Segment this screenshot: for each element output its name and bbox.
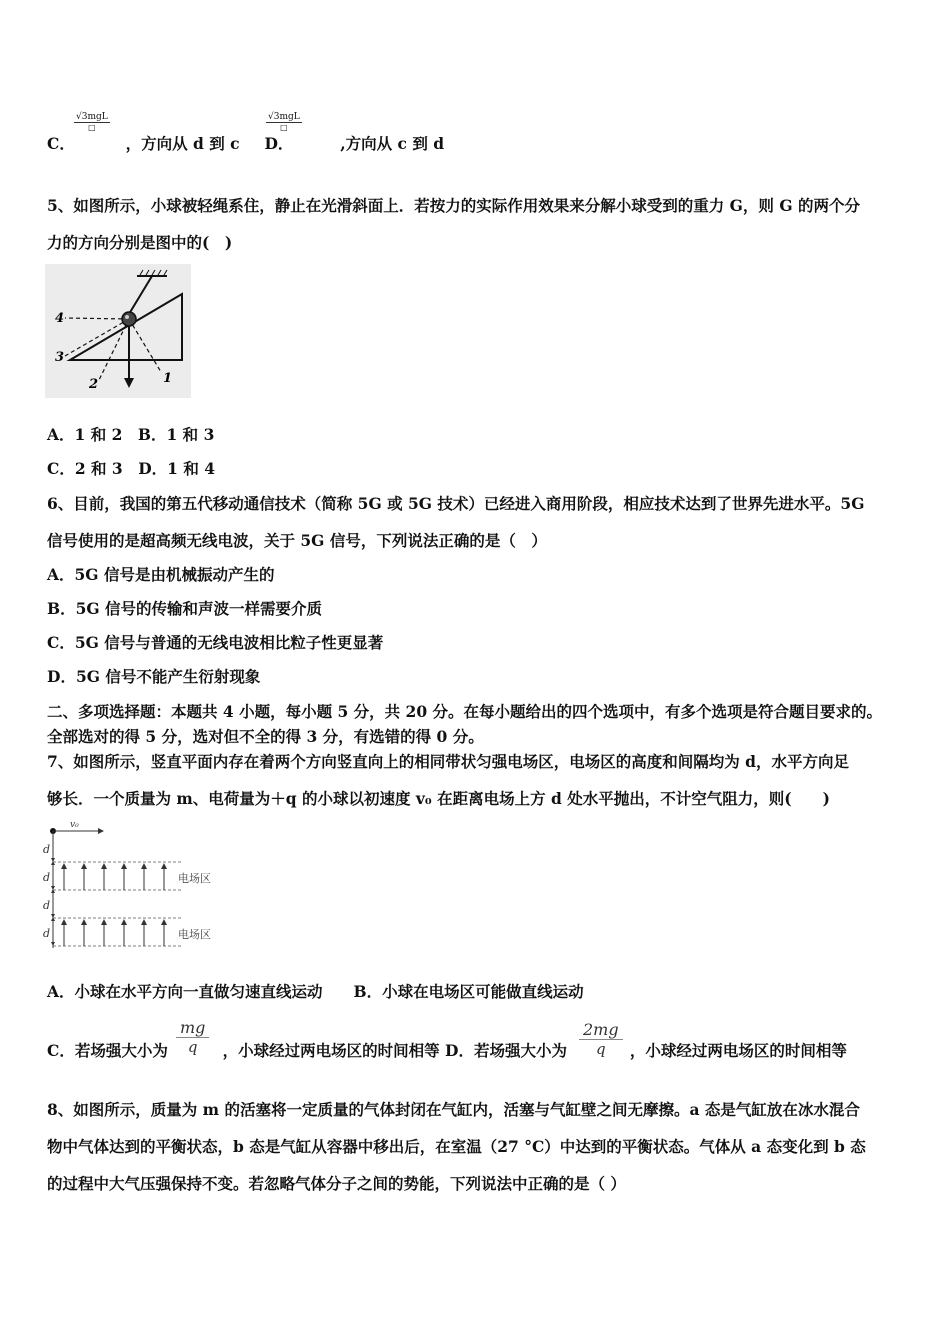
q5-figure-label-4: 4 bbox=[55, 311, 65, 326]
q6-stem-line2: 信号使用的是超高频无线电波，关于 5G 信号，下列说法正确的是（ ） bbox=[47, 531, 547, 550]
q6-option-d: D．5G 信号不能产生衍射现象 bbox=[47, 667, 261, 686]
q8-stem-line3: 的过程中大气压强保持不变。若忽略气体分子之间的势能，下列说法中正确的是（ ） bbox=[47, 1174, 626, 1193]
q4-option-d-fraction-numerator: √3mgL bbox=[268, 112, 300, 122]
q4-option-c-fraction bbox=[74, 112, 110, 132]
q7-d-label-2: d bbox=[43, 871, 51, 884]
q7-option-d-fraction-denominator: q bbox=[595, 1040, 606, 1058]
q8-stem-line2: 物中气体达到的平衡状态，b 态是气缸从容器中移出后，在室温（27 °C）中达到的平衡状态。气体从 a 态变化到 b 态 bbox=[47, 1137, 866, 1156]
q5-figure-label-1: 1 bbox=[163, 371, 173, 386]
q4-option-c-text: ，方向从 d 到 c bbox=[125, 134, 240, 153]
q4-option-c-fraction-denominator: □ bbox=[88, 123, 96, 132]
q7-stem-line1: 7、如图所示，竖直平面内存在着两个方向竖直向上的相同带状匀强电场区，电场区的高度和间隔均为 d，水平方向足 bbox=[47, 752, 850, 771]
section2-heading-line2: 全部选对的得 5 分，选对但不全的得 3 分，有选错的得 0 分。 bbox=[47, 727, 484, 746]
q6-option-a: A．5G 信号是由机械振动产生的 bbox=[47, 565, 275, 584]
q7-option-cd bbox=[47, 1041, 847, 1061]
q7-option-c-fraction-denominator: q bbox=[187, 1038, 198, 1056]
q7-field-arrows-1 bbox=[64, 866, 164, 890]
q6-option-c: C．5G 信号与普通的无线电波相比粒子性更显著 bbox=[47, 633, 384, 652]
q4-option-c-label: C． bbox=[47, 134, 75, 153]
q5-stem-line1: 5、如图所示，小球被轻绳系住，静止在光滑斜面上．若按力的实际作用效果来分解小球受到的重力 G，则 G 的两个分 bbox=[47, 196, 860, 215]
q7-field-arrows-2 bbox=[64, 922, 164, 946]
q7-field-label-2: 电场区 bbox=[178, 928, 211, 941]
q6-stem-line1: 6、目前，我国的第五代移动通信技术（简称 5G 或 5G 技术）已经进入商用阶段，相应技术达到了世界先进水平。5G bbox=[47, 494, 865, 513]
q5-option-line1: A．1 和 2 B．1 和 3 bbox=[47, 425, 215, 444]
q7-option-c-fraction bbox=[176, 1018, 209, 1056]
q7-option-d-suffix: ，小球经过两电场区的时间相等 bbox=[629, 1041, 847, 1060]
q7-field-label-1: 电场区 bbox=[178, 872, 211, 885]
q4-option-d-fraction-denominator: □ bbox=[280, 123, 288, 132]
q7-option-ab: A．小球在水平方向一直做匀速直线运动 B．小球在电场区可能做直线运动 bbox=[47, 982, 584, 1001]
q7-option-c-fraction-numerator: mg bbox=[176, 1018, 209, 1038]
q7-option-c-prefix: C．若场强大小为 bbox=[47, 1041, 168, 1060]
q5-option-line2: C．2 和 3 D．1 和 4 bbox=[47, 459, 216, 478]
q7-stem-line2: 够长．一个质量为 m、电荷量为＋q 的小球以初速度 v₀ 在距离电场上方 d 处水平抛出，不计空气阻力，则( ) bbox=[47, 789, 830, 808]
q4-option-d-label: D． bbox=[264, 134, 294, 153]
q7-d-label-3: d bbox=[43, 899, 51, 912]
q7-field-figure bbox=[40, 818, 230, 952]
q8-stem-line1: 8、如图所示，质量为 m 的活塞将一定质量的气体封闭在气缸内，活塞与气缸壁之间无摩擦。a 态是气缸放在冰水混合 bbox=[47, 1100, 860, 1119]
q7-d-label-4: d bbox=[43, 927, 51, 940]
q6-option-b: B．5G 信号的传输和声波一样需要介质 bbox=[47, 599, 323, 618]
section2-heading-line1: 二、多项选择题：本题共 4 小题，每小题 5 分，共 20 分。在每小题给出的四个选项中，有多个选项是符合题目要求的。 bbox=[47, 702, 883, 721]
q5-stem-line2: 力的方向分别是图中的( ) bbox=[47, 233, 233, 252]
q4-option-c-fraction-numerator: √3mgL bbox=[76, 112, 108, 122]
q4-options-cd bbox=[47, 134, 444, 154]
q5-figure-label-2: 2 bbox=[89, 377, 99, 392]
q5-incline-figure bbox=[45, 264, 191, 398]
q7-d-label-1: d bbox=[43, 843, 51, 856]
q7-option-d-fraction bbox=[579, 1020, 623, 1058]
q4-option-d-fraction bbox=[266, 112, 302, 132]
q7-v0-label: v₀ bbox=[70, 820, 79, 830]
q4-option-d-text: ,方向从 c 到 d bbox=[340, 134, 445, 153]
q7-option-d-fraction-numerator: 2mg bbox=[579, 1020, 623, 1040]
q5-figure-label-3: 3 bbox=[55, 350, 65, 365]
q7-option-c-suffix: ，小球经过两电场区的时间相等 D．若场强大小为 bbox=[222, 1041, 567, 1060]
